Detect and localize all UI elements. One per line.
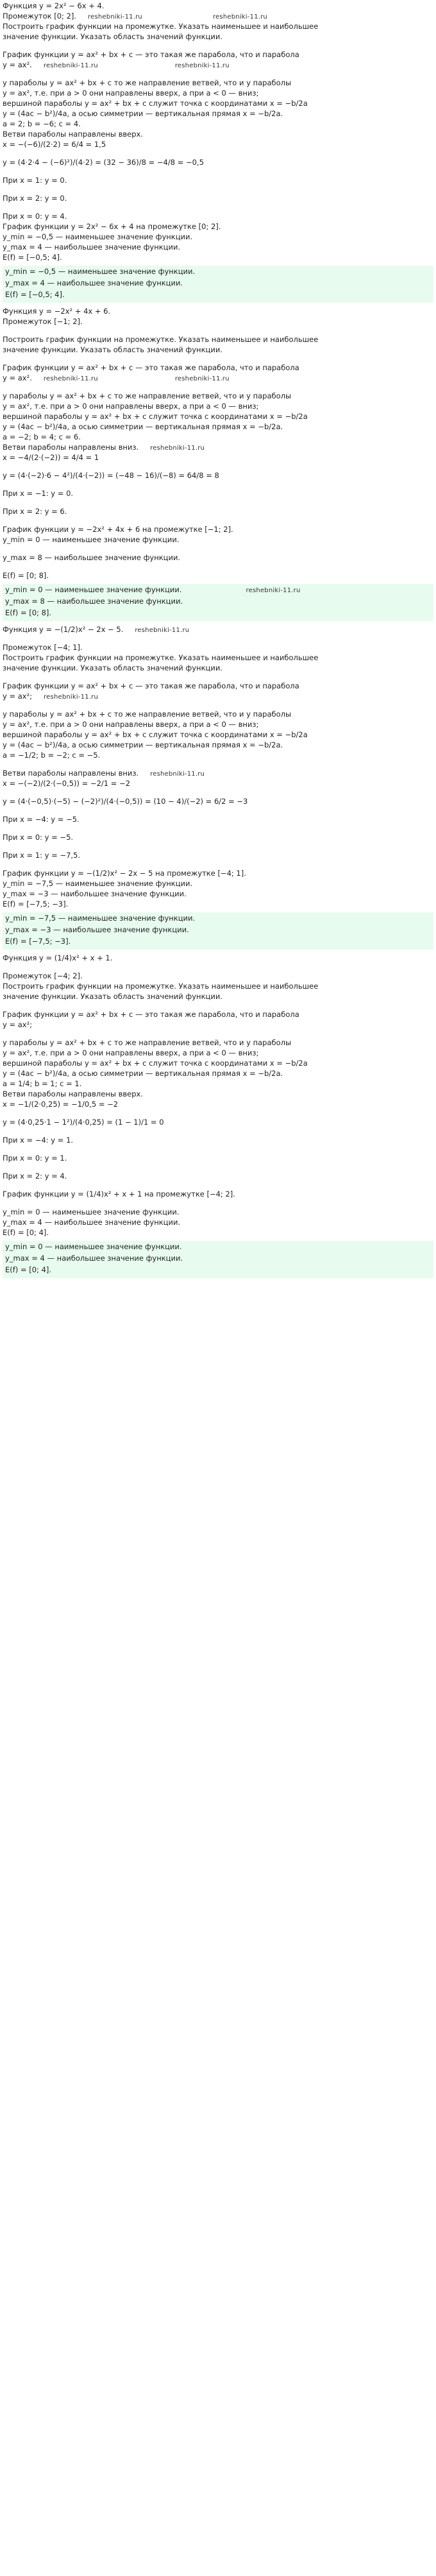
text-line: [3, 194, 433, 212]
answer-line: [5, 585, 431, 597]
watermark: reshebniki-11.ru: [150, 771, 205, 778]
text: a = −2; b = 4; c = 6.: [3, 432, 81, 441]
text-line: [3, 879, 433, 889]
answer-line: [5, 937, 431, 948]
text-line: [3, 243, 433, 253]
text: При x = 0: y = 1.: [3, 1154, 67, 1163]
text: Ветви параболы направлены вверх.: [3, 1089, 143, 1098]
text-line: [3, 212, 433, 222]
text: Промежуток [0; 2].: [3, 12, 77, 21]
watermark: reshebniki-11.ru: [88, 13, 142, 21]
text: y_min = −0,5 — наименьшее значение функции.: [3, 232, 193, 241]
text: значение функции. Указать область значений функции.: [3, 32, 222, 41]
answer-line: [5, 925, 431, 937]
text-line: [3, 1079, 433, 1089]
watermark: reshebniki-11.ru: [135, 627, 190, 634]
interval-line: [3, 12, 433, 22]
answer-box: [3, 912, 433, 950]
watermark: reshebniki-11.ru: [246, 587, 301, 594]
text: E(f) = [−7,5; −3].: [3, 900, 69, 908]
text: y_max = 8 — наибольшее значение функции.: [3, 553, 181, 562]
text-line: [3, 1010, 433, 1020]
text: x = −4/(2·(−2)) = 4/4 = 1: [3, 453, 99, 462]
text: График функции y = −2x² + 4x + 6 на промежутке [−1; 2].: [3, 525, 233, 534]
text: E(f) = [0; 4].: [5, 1265, 52, 1274]
formula-line: [3, 471, 433, 489]
interval-line: [3, 317, 433, 335]
text-line: [3, 89, 433, 99]
text-line: [3, 422, 433, 432]
text-line: [3, 253, 433, 263]
text: у параболы y = ax² + bx + c то же направление ветвей, что и у параболы: [3, 710, 292, 719]
answer-line: [5, 267, 431, 278]
text: График функции y = ax² + bx + c — это такая же парабола, что и парабола: [3, 681, 299, 690]
interval-line: [3, 971, 433, 982]
formula-line: [3, 453, 433, 471]
text: y_max = −3 — наибольшее значение функции.: [5, 925, 189, 934]
text: y = (4ac − b²)/4a, а осью симметрии — вертикальная прямая x = −b/2a.: [3, 1069, 283, 1078]
text-line: [3, 889, 433, 900]
text-line: [3, 50, 433, 60]
text: x = −(−6)/(2·2) = 6/4 = 1,5: [3, 140, 106, 149]
formula-line: [3, 158, 433, 176]
text: y_min = 0 — наименьшее значение функции.: [3, 1207, 180, 1216]
answer-box: [3, 584, 433, 621]
text: График функции y = ax² + bx + c — это такая же парабола, что и парабола: [3, 363, 299, 372]
text: Ветви параболы направлены вверх.: [3, 130, 143, 139]
text-line: [3, 710, 433, 720]
text-line: [3, 391, 433, 402]
task-line: [3, 653, 433, 663]
text: График функции y = ax² + bx + c — это такая же парабола, что и парабола: [3, 50, 299, 59]
text-line: [3, 1059, 433, 1069]
text-line: [3, 412, 433, 422]
text: y_min = 0 — наименьшее значение функции.: [5, 1242, 182, 1251]
text: y = (4·(−0,5)·(−5) − (−2)²)/(4·(−0,5)) = (10 − 4)/(−2) = 6/2 = −3: [3, 797, 248, 806]
text-line: [3, 1038, 433, 1048]
text: y_min = 0 — наименьшее значение функции.: [3, 535, 180, 544]
text: y_max = 8 — наибольшее значение функции.: [5, 597, 183, 606]
text-line: [3, 373, 433, 391]
text: вершиной параболы y = ax² + bx + c служит точка с координатами x = −b/2a: [3, 1059, 308, 1068]
text-line: [3, 1136, 433, 1154]
text: E(f) = [−7,5; −3].: [5, 937, 71, 946]
text: y = ax², т.е. при a > 0 они направлены вверх, а при a < 0 — вниз;: [3, 720, 259, 729]
text: Промежуток [−1; 2].: [3, 317, 83, 326]
text: у параболы y = ax² + bx + c то же направление ветвей, что и у параболы: [3, 391, 292, 400]
text: Функция y = −(1/2)x² − 2x − 5.: [3, 625, 124, 634]
text-line: [3, 363, 433, 373]
function-line: [3, 625, 433, 643]
text-line: [3, 489, 433, 507]
text: y = ax²;: [3, 1020, 33, 1029]
formula-line: [3, 779, 433, 797]
text: E(f) = [0; 8].: [3, 571, 49, 580]
task-line: [3, 345, 433, 363]
text: y_max = 4 — наибольшее значение функции.: [3, 243, 181, 252]
function-line: [3, 953, 433, 971]
text: a = 1/4; b = 1; c = 1.: [3, 1079, 82, 1088]
text: y = ax², т.е. при a > 0 они направлены вверх, а при a < 0 — вниз;: [3, 1048, 259, 1057]
text-line: [3, 402, 433, 412]
answer-line: [5, 914, 431, 925]
text-line: [3, 1048, 433, 1059]
text: При x = 1: y = 0.: [3, 176, 67, 185]
text: y_min = −7,5 — наименьшее значение функции.: [5, 914, 196, 923]
problem-2: [3, 307, 433, 621]
task-line: [3, 663, 433, 681]
text: Ветви параболы направлены вниз.: [3, 443, 139, 452]
text: При x = 0: y = −5.: [3, 833, 74, 842]
text-line: [3, 1154, 433, 1172]
text: Построить график функции на промежутке. Указать наименьшее и наибольшее: [3, 335, 319, 344]
text-line: [3, 720, 433, 730]
text: y_max = 4 — наибольшее значение функции.: [3, 1218, 181, 1227]
text: у параболы y = ax² + bx + c то же направление ветвей, что и у параболы: [3, 1038, 292, 1047]
text: x = −1/(2·0,25) = −1/0,5 = −2: [3, 1100, 119, 1109]
answer-box: [3, 266, 433, 303]
function-line: [3, 1, 433, 12]
text: a = −1/2; b = −2; c = −5.: [3, 751, 101, 760]
text-line: [3, 553, 433, 571]
text-line: [3, 443, 433, 453]
text: Ветви параболы направлены вниз.: [3, 769, 139, 778]
text-line: [3, 833, 433, 851]
text: При x = 0: y = 4.: [3, 212, 67, 221]
text: y_max = 4 — наибольшее значение функции.: [5, 1254, 183, 1263]
text: значение функции. Указать область значений функции.: [3, 345, 222, 354]
text: E(f) = [−0,5; 4].: [3, 253, 62, 262]
text-line: [3, 769, 433, 779]
text: Построить график функции на промежутке. Указать наименьшее и наибольшее: [3, 982, 319, 991]
watermark: reshebniki-11.ru: [150, 445, 205, 452]
text: y = (4·0,25·1 − 1²)/(4·0,25) = (1 − 1)/1 = 0: [3, 1118, 164, 1127]
text: y = (4·2·4 − (−6)²)/(4·2) = (32 − 36)/8 = −4/8 = −0,5: [3, 158, 204, 167]
problem-1: [3, 1, 433, 303]
text: у параболы y = ax² + bx + c то же направление ветвей, что и у параболы: [3, 78, 292, 87]
text-line: [3, 900, 433, 910]
text-line: [3, 869, 433, 879]
text: При x = 1: y = −7,5.: [3, 851, 81, 860]
text-line: [3, 432, 433, 443]
text: y_max = 4 — наибольшее значение функции.: [5, 278, 183, 287]
text: y_min = −0,5 — наименьшее значение функции.: [5, 267, 196, 276]
text: вершиной параболы y = ax² + bx + c служит точка с координатами x = −b/2a: [3, 412, 308, 421]
text: y = ax².: [3, 60, 32, 69]
formula-line: [3, 1100, 433, 1118]
text-line: [3, 681, 433, 692]
task-line: [3, 992, 433, 1010]
text-line: [3, 60, 433, 78]
text: График функции y = 2x² − 6x + 4 на промежутке [0; 2].: [3, 222, 221, 231]
formula-line: [3, 1118, 433, 1136]
text-line: [3, 99, 433, 109]
text: Промежуток [−4; 2].: [3, 971, 83, 980]
answer-line: [5, 597, 431, 608]
text-line: [3, 1172, 433, 1190]
text: вершиной параболы y = ax² + bx + c служит точка с координатами x = −b/2a: [3, 730, 308, 739]
text: При x = 2: y = 6.: [3, 507, 67, 516]
text: y_max = −3 — наибольшее значение функции.: [3, 889, 187, 898]
text-line: [3, 730, 433, 740]
watermark: reshebniki-11.ru: [174, 375, 230, 382]
text-line: [3, 119, 433, 130]
text-line: [3, 109, 433, 119]
text: y = (4ac − b²)/4a, а осью симметрии — вертикальная прямая x = −b/2a.: [3, 109, 283, 118]
text: Построить график функции на промежутке. Указать наименьшее и наибольшее: [3, 653, 319, 662]
text-line: [3, 851, 433, 869]
text: При x = 2: y = 4.: [3, 1172, 67, 1181]
text: При x = −1: y = 0.: [3, 489, 74, 498]
text-line: [3, 535, 433, 553]
text: y = (4ac − b²)/4a, а осью симметрии — вертикальная прямая x = −b/2a.: [3, 422, 283, 431]
text-line: [3, 525, 433, 535]
text: Функция y = (1/4)x² + x + 1.: [3, 953, 113, 962]
answer-line: [5, 290, 431, 302]
text: Построить график функции на промежутке. Указать наименьшее и наибольшее: [3, 22, 319, 31]
text: y = ax²;: [3, 692, 33, 701]
text: E(f) = [0; 4].: [3, 1228, 49, 1237]
text-line: [3, 507, 433, 525]
text: График функции y = (1/4)x² + x + 1 на промежутке [−4; 2].: [3, 1190, 235, 1198]
text: При x = −4: y = −5.: [3, 815, 80, 824]
text-line: [3, 1190, 433, 1207]
text: При x = 2: y = 0.: [3, 194, 67, 203]
watermark: reshebniki-11.ru: [44, 694, 99, 701]
text-line: [3, 222, 433, 232]
text-line: [3, 692, 433, 710]
text-line: [3, 740, 433, 751]
text-line: [3, 130, 433, 140]
text-line: [3, 571, 433, 581]
problem-3: [3, 625, 433, 950]
text: График функции y = ax² + bx + c — это такая же парабола, что и парабола: [3, 1010, 299, 1019]
text-line: [3, 1069, 433, 1079]
task-line: [3, 335, 433, 345]
text: y = ax², т.е. при a > 0 они направлены вверх, а при a < 0 — вниз;: [3, 402, 259, 411]
text-line: [3, 78, 433, 89]
text: y = ax².: [3, 373, 32, 382]
watermark: reshebniki-11.ru: [174, 62, 230, 69]
text-line: [3, 176, 433, 194]
interval-line: [3, 643, 433, 653]
watermark: reshebniki-11.ru: [43, 62, 98, 69]
text: a = 2; b = −6; c = 4.: [3, 119, 81, 128]
watermark: reshebniki-11.ru: [212, 13, 267, 21]
watermark: reshebniki-11.ru: [43, 375, 98, 382]
text-line: [3, 751, 433, 769]
task-line: [3, 32, 433, 50]
answer-line: [5, 1254, 431, 1265]
text: x = −(−2)/(2·(−0,5)) = −2/1 = −2: [3, 779, 131, 788]
answer-line: [5, 608, 431, 620]
answer-box: [3, 1241, 433, 1278]
text: Функция y = −2x² + 4x + 6.: [3, 307, 111, 316]
answer-line: [5, 1242, 431, 1254]
text: y = (4·(−2)·6 − 4²)/(4·(−2)) = (−48 − 16)/(−8) = 64/8 = 8: [3, 471, 219, 480]
text-line: [3, 1089, 433, 1100]
text: значение функции. Указать область значений функции.: [3, 663, 222, 672]
text: y_min = 0 — наименьшее значение функции.: [5, 585, 182, 594]
text-line: [3, 1228, 433, 1238]
text: вершиной параболы y = ax² + bx + c служит точка с координатами x = −b/2a: [3, 99, 308, 108]
function-line: [3, 307, 433, 317]
text: Промежуток [−4; 1].: [3, 643, 83, 652]
problem-4: [3, 953, 433, 1278]
text-line: [3, 232, 433, 243]
text-line: [3, 1218, 433, 1228]
text: y = ax², т.е. при a > 0 они направлены вверх, а при a < 0 — вниз;: [3, 89, 259, 98]
text: При x = −4: y = 1.: [3, 1136, 74, 1145]
task-line: [3, 22, 433, 32]
text: E(f) = [0; 8].: [5, 608, 52, 617]
text: Функция y = 2x² − 6x + 4.: [3, 1, 105, 10]
task-line: [3, 982, 433, 992]
text: E(f) = [−0,5; 4].: [5, 290, 65, 299]
text: значение функции. Указать область значений функции.: [3, 992, 222, 1001]
formula-line: [3, 797, 433, 815]
text: y = (4ac − b²)/4a, а осью симметрии — вертикальная прямая x = −b/2a.: [3, 740, 283, 749]
answer-line: [5, 1265, 431, 1277]
text-line: [3, 1207, 433, 1218]
text: График функции y = −(1/2)x² − 2x − 5 на промежутке [−4; 1].: [3, 869, 246, 878]
formula-line: [3, 140, 433, 158]
text: y_min = −7,5 — наименьшее значение функции.: [3, 879, 193, 888]
text-line: [3, 1020, 433, 1038]
text-line: [3, 815, 433, 833]
answer-line: [5, 278, 431, 290]
